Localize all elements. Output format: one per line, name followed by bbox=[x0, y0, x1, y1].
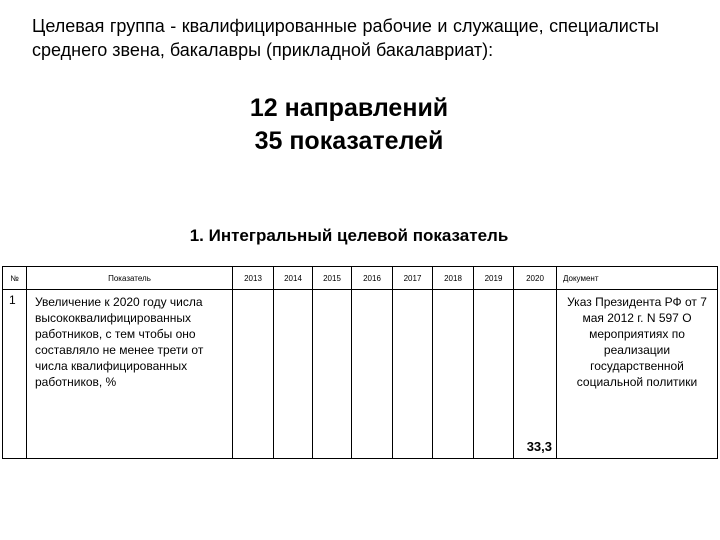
header-year-2020: 2020 bbox=[514, 267, 557, 290]
header-year-2019: 2019 bbox=[474, 267, 514, 290]
intro-text: Целевая группа - квалифицированные рабочие и служащие, специалисты среднего звена, бакалавры (прикладной бакалавриат): bbox=[32, 16, 659, 60]
header-year-2014: 2014 bbox=[274, 267, 313, 290]
header-year-2015: 2015 bbox=[313, 267, 352, 290]
value-2016 bbox=[352, 290, 393, 459]
value-2015 bbox=[313, 290, 352, 459]
header-year-2017: 2017 bbox=[393, 267, 433, 290]
header-indicator: Показатель bbox=[27, 267, 233, 290]
value-2020: 33,3 bbox=[514, 290, 557, 459]
value-2013 bbox=[233, 290, 274, 459]
section-title: 1. Интегральный целевой показатель bbox=[189, 226, 509, 245]
header-number: № bbox=[3, 267, 27, 290]
indicators-count: 35 показателей bbox=[254, 127, 444, 155]
directions-count: 12 направлений bbox=[249, 94, 449, 122]
table-header-row bbox=[3, 267, 718, 290]
header-year-2013: 2013 bbox=[233, 267, 274, 290]
row-indicator: Увеличение к 2020 году числа высококвалифицированных работников, с тем чтобы оно составляло не менее трети от числа квалифицированных работников, % bbox=[27, 290, 233, 459]
header-year-2018: 2018 bbox=[433, 267, 474, 290]
value-2017 bbox=[393, 290, 433, 459]
header-document: Документ bbox=[557, 267, 718, 290]
header-year-2016: 2016 bbox=[352, 267, 393, 290]
value-2018 bbox=[433, 290, 474, 459]
value-2014 bbox=[274, 290, 313, 459]
indicator-table bbox=[2, 266, 718, 459]
row-number: 1 bbox=[3, 290, 27, 459]
table-row bbox=[3, 290, 718, 459]
value-2019 bbox=[474, 290, 514, 459]
row-document: Указ Президента РФ от 7 мая 2012 г. N 597 О мероприятиях по реализации государственной социальной политики bbox=[557, 290, 718, 459]
